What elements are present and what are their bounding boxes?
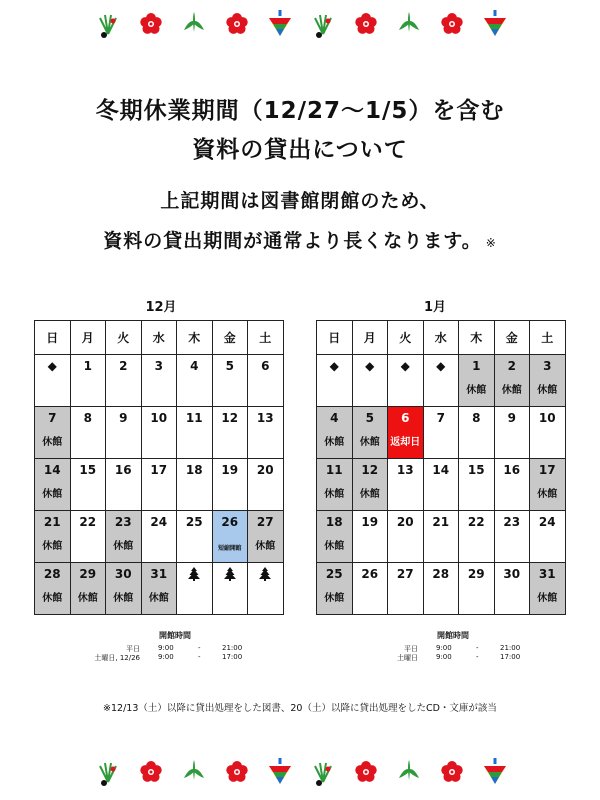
calendar-day-cell (70, 407, 106, 459)
calendar-day-cell (388, 459, 424, 511)
calendar-day-cell (459, 563, 495, 615)
calendar-week-row (35, 407, 284, 459)
day-number: 15 (79, 463, 97, 477)
calendar-week-row (35, 355, 284, 407)
day-note: 休館 (359, 489, 380, 500)
calendar-day-cell (70, 355, 106, 407)
day-number: 16 (114, 463, 132, 477)
opening-hours-close: 17:00 (500, 653, 521, 661)
decorative-border-top (0, 4, 600, 44)
day-number: 1 (83, 359, 92, 373)
opening-hours-title: 開館時間 (159, 631, 191, 640)
calendar-day-cell (248, 459, 284, 511)
weekday-header: 月 (70, 321, 106, 355)
day-note: 休館 (537, 385, 558, 396)
day-number: 2 (119, 359, 128, 373)
day-number: 26 (361, 567, 379, 581)
opening-hours-open: 9:00 (436, 653, 452, 661)
opening-hours-title: 開館時間 (437, 631, 469, 640)
weekday-header: 日 (317, 321, 353, 355)
opening-hours-row (328, 653, 578, 662)
day-number: 13 (396, 463, 414, 477)
opening-hours-open: 9:00 (158, 653, 174, 661)
spinning-top-icon (484, 10, 506, 36)
calendar-day-cell (177, 459, 213, 511)
weekday-header: 土 (248, 321, 284, 355)
day-note: 休館 (255, 541, 276, 552)
plum-blossom-icon (441, 761, 462, 782)
calendar-day-cell (352, 355, 388, 407)
calendar-day-cell (494, 407, 530, 459)
calendar-day-cell (106, 407, 142, 459)
day-number: 6 (401, 411, 410, 425)
day-number: 3 (154, 359, 163, 373)
weekday-header: 木 (459, 321, 495, 355)
calendar-december (34, 320, 284, 615)
calendar-day-cell (70, 511, 106, 563)
calendar-day-cell (212, 563, 248, 615)
day-number: 30 (114, 567, 132, 581)
weekday-header: 水 (423, 321, 459, 355)
day-note: 休館 (42, 489, 63, 500)
opening-hours-open: 9:00 (436, 644, 452, 652)
calendar-day-cell (317, 511, 353, 563)
day-number: 24 (538, 515, 556, 529)
day-number: 29 (79, 567, 97, 581)
calendar-week-row (35, 563, 284, 615)
calendar-day-cell (317, 355, 353, 407)
calendar-day-cell (317, 407, 353, 459)
day-number: 23 (114, 515, 132, 529)
day-number: 4 (190, 359, 199, 373)
opening-hours-close: 21:00 (500, 644, 521, 652)
day-number: 11 (325, 463, 343, 477)
lead-text-line-2 (0, 226, 600, 253)
day-number: 30 (503, 567, 521, 581)
opening-hours-sep: - (198, 644, 201, 652)
day-note: 休館 (324, 489, 345, 500)
day-number: 31 (538, 567, 556, 581)
plum-blossom-icon (226, 761, 247, 782)
weekday-header: 日 (35, 321, 71, 355)
day-number: 8 (83, 411, 92, 425)
day-note: 休館 (42, 593, 63, 604)
page-title-line-1: 冬期休業期間（12/27～1/5）を含む (95, 98, 505, 124)
calendar-day-cell (352, 563, 388, 615)
calendar-day-cell (423, 407, 459, 459)
opening-hours-open: 9:00 (158, 644, 174, 652)
calendar-day-cell (494, 459, 530, 511)
calendar-day-cell (141, 355, 177, 407)
day-number: 5 (365, 411, 374, 425)
calendar-day-cell (388, 563, 424, 615)
pine-sprig-icon (315, 763, 331, 786)
day-note: 休館 (359, 437, 380, 448)
weekday-header: 火 (106, 321, 142, 355)
calendar-day-cell (35, 407, 71, 459)
decorative-border-bottom (0, 752, 600, 792)
christmas-tree-icon (188, 567, 200, 581)
calendar-day-cell (459, 355, 495, 407)
bamboo-leaf-icon (184, 760, 204, 780)
day-number: 10 (150, 411, 168, 425)
opening-hours-close: 17:00 (222, 653, 243, 661)
pine-sprig-icon (100, 15, 116, 38)
calendar-day-cell (388, 355, 424, 407)
calendar-day-cell (141, 511, 177, 563)
calendar-day-cell (177, 355, 213, 407)
opening-hours-row (50, 644, 300, 653)
day-number: 31 (150, 567, 168, 581)
opening-hours-row (328, 644, 578, 653)
day-note: 休館 (324, 593, 345, 604)
opening-hours-label: 平日 (404, 645, 418, 653)
calendar-day-cell (212, 459, 248, 511)
calendar-day-cell (317, 563, 353, 615)
day-number: 7 (436, 411, 445, 425)
day-number: 16 (503, 463, 521, 477)
day-number: 25 (325, 567, 343, 581)
opening-hours-row (50, 653, 300, 662)
opening-hours-december (50, 630, 300, 662)
lead-text-line-2-main: 資料の貸出期間が通常より長くなります。 (103, 230, 482, 252)
calendar-day-cell (530, 459, 566, 511)
weekday-header: 金 (494, 321, 530, 355)
calendar-day-cell (423, 511, 459, 563)
calendar-week-row (317, 511, 566, 563)
calendar-day-cell (106, 355, 142, 407)
calendar-day-cell (388, 407, 424, 459)
day-note: 短縮開館 (218, 545, 242, 552)
day-number: 2 (507, 359, 516, 373)
day-number: ◆ (436, 359, 446, 373)
calendar-day-cell (248, 407, 284, 459)
calendar-day-cell (35, 563, 71, 615)
calendar-day-cell (317, 459, 353, 511)
day-number: 19 (361, 515, 379, 529)
day-number: 18 (185, 463, 203, 477)
day-note: 休館 (324, 541, 345, 552)
day-number: 11 (185, 411, 203, 425)
day-number: 22 (467, 515, 485, 529)
calendar-day-cell (177, 407, 213, 459)
pine-sprig-icon (100, 763, 116, 786)
day-note: 休館 (113, 541, 134, 552)
calendar-day-cell (70, 459, 106, 511)
day-number: 17 (150, 463, 168, 477)
opening-hours-sep: - (198, 653, 201, 661)
day-note: 休館 (42, 437, 63, 448)
opening-hours-sep: - (476, 653, 479, 661)
day-number: 18 (325, 515, 343, 529)
day-number: 20 (396, 515, 414, 529)
day-note: 休館 (77, 593, 98, 604)
day-number: 21 (432, 515, 450, 529)
opening-hours-label: 平日 (126, 645, 140, 653)
weekday-header: 土 (530, 321, 566, 355)
day-number: 29 (467, 567, 485, 581)
spinning-top-icon (484, 758, 506, 784)
calendar-day-cell (70, 563, 106, 615)
day-number: 24 (150, 515, 168, 529)
weekday-header: 水 (141, 321, 177, 355)
calendar-day-cell (248, 355, 284, 407)
day-number: 19 (221, 463, 239, 477)
calendar-day-cell (459, 407, 495, 459)
day-note: 休館 (537, 593, 558, 604)
calendar-day-cell (177, 511, 213, 563)
calendar-day-cell (352, 459, 388, 511)
calendar-day-cell (141, 407, 177, 459)
weekday-header: 木 (177, 321, 213, 355)
day-number: 4 (330, 411, 339, 425)
bamboo-leaf-icon (399, 12, 419, 32)
weekday-header: 月 (352, 321, 388, 355)
plum-blossom-icon (355, 13, 376, 34)
day-note: 休館 (113, 593, 134, 604)
pine-sprig-icon (315, 15, 331, 38)
opening-hours-january (328, 630, 578, 662)
calendar-week-row (35, 459, 284, 511)
day-number: 17 (538, 463, 556, 477)
calendar-day-cell (248, 511, 284, 563)
bamboo-leaf-icon (399, 760, 419, 780)
day-note: 休館 (466, 385, 487, 396)
calendar-day-cell (212, 407, 248, 459)
opening-hours-label: 土曜日 (397, 654, 418, 662)
calendar-day-cell (35, 511, 71, 563)
calendar-day-cell (459, 511, 495, 563)
calendar-day-cell (423, 563, 459, 615)
calendar-day-cell (530, 563, 566, 615)
calendar-week-row (317, 459, 566, 511)
opening-hours-label: 土曜日, 12/26 (94, 654, 140, 662)
calendar-day-cell (177, 563, 213, 615)
day-number: 9 (119, 411, 128, 425)
day-number: 14 (432, 463, 450, 477)
day-number: 14 (43, 463, 61, 477)
day-number: 21 (43, 515, 61, 529)
christmas-tree-icon (224, 567, 236, 581)
day-number: 23 (503, 515, 521, 529)
calendar-week-row (35, 511, 284, 563)
day-number: 12 (361, 463, 379, 477)
plum-blossom-icon (140, 761, 161, 782)
day-number: 28 (43, 567, 61, 581)
day-number: 25 (185, 515, 203, 529)
day-note: 休館 (42, 541, 63, 552)
calendar-day-cell (106, 511, 142, 563)
day-number: 6 (261, 359, 270, 373)
day-number: 3 (543, 359, 552, 373)
footnote-text: ※12/13（土）以降に貸出処理をした図書、20（土）以降に貸出処理をしたCD・文庫が該当 (103, 703, 497, 714)
calendar-day-cell (212, 511, 248, 563)
calendar-january (316, 320, 566, 615)
weekday-header-row (35, 321, 284, 355)
calendar-day-cell (530, 511, 566, 563)
day-note: 休館 (148, 593, 169, 604)
day-number: 13 (256, 411, 274, 425)
weekday-header-row (317, 321, 566, 355)
calendar-day-cell (35, 355, 71, 407)
calendar-day-cell (141, 563, 177, 615)
calendar-day-cell (494, 563, 530, 615)
day-note: 休館 (537, 489, 558, 500)
opening-hours-sep: - (476, 644, 479, 652)
day-number: 8 (472, 411, 481, 425)
calendar-day-cell (388, 511, 424, 563)
opening-hours-close: 21:00 (222, 644, 243, 652)
calendar-day-cell (106, 563, 142, 615)
plum-blossom-icon (441, 13, 462, 34)
footnote-mark: ※ (485, 236, 497, 250)
day-number: 28 (432, 567, 450, 581)
day-number: 1 (472, 359, 481, 373)
day-number: 20 (256, 463, 274, 477)
day-number: 10 (538, 411, 556, 425)
day-number: 12 (221, 411, 239, 425)
day-number: 26 (221, 515, 239, 529)
day-number: 5 (225, 359, 234, 373)
calendar-day-cell (35, 459, 71, 511)
calendar-day-cell (106, 459, 142, 511)
calendar-day-cell (141, 459, 177, 511)
calendar-day-cell (212, 355, 248, 407)
day-number: ◆ (365, 359, 375, 373)
day-number: 27 (256, 515, 274, 529)
month-label-january: 1月 (423, 300, 447, 315)
day-number: ◆ (400, 359, 410, 373)
plum-blossom-icon (140, 13, 161, 34)
calendar-day-cell (459, 459, 495, 511)
day-number: ◆ (47, 359, 57, 373)
plum-blossom-icon (226, 13, 247, 34)
calendar-day-cell (530, 407, 566, 459)
weekday-header: 火 (388, 321, 424, 355)
calendar-week-row (317, 563, 566, 615)
calendar-day-cell (423, 355, 459, 407)
month-label-december: 12月 (145, 300, 177, 315)
bamboo-leaf-icon (184, 12, 204, 32)
day-note: 休館 (501, 385, 522, 396)
calendar-day-cell (248, 563, 284, 615)
day-number: 22 (79, 515, 97, 529)
calendar-day-cell (423, 459, 459, 511)
calendar-week-row (317, 355, 566, 407)
day-number: ◆ (329, 359, 339, 373)
calendar-day-cell (530, 355, 566, 407)
day-number: 15 (467, 463, 485, 477)
spinning-top-icon (269, 10, 291, 36)
day-number: 9 (507, 411, 516, 425)
christmas-tree-icon (259, 567, 271, 581)
lead-text-line-1: 上記期間は図書館閉館のため、 (160, 190, 440, 212)
day-note: 返却日 (390, 437, 421, 448)
plum-blossom-icon (355, 761, 376, 782)
spinning-top-icon (269, 758, 291, 784)
day-number: 27 (396, 567, 414, 581)
weekday-header: 金 (212, 321, 248, 355)
calendar-week-row (317, 407, 566, 459)
calendar-day-cell (352, 407, 388, 459)
calendar-day-cell (494, 511, 530, 563)
page-title-line-2: 資料の貸出について (192, 137, 408, 163)
day-note: 休館 (324, 437, 345, 448)
calendar-day-cell (494, 355, 530, 407)
calendar-day-cell (352, 511, 388, 563)
day-number: 7 (48, 411, 57, 425)
